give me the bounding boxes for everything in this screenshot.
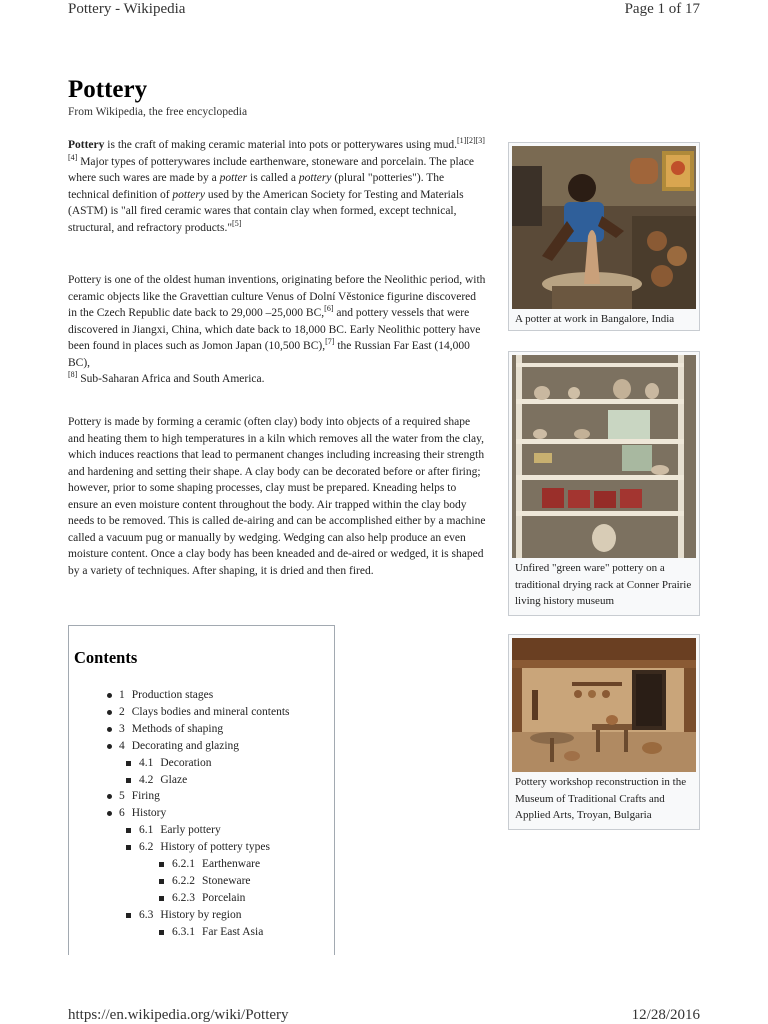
toc-subitem[interactable]: [69, 822, 334, 839]
toc-number: 5: [119, 790, 125, 803]
print-footer-url: https://en.wikipedia.org/wiki/Pottery: [68, 1007, 289, 1023]
text-run: Sub-Saharan Africa and South America.: [77, 373, 265, 385]
term-bold: Pottery: [68, 139, 105, 151]
toc-item[interactable]: [69, 687, 334, 704]
toc-list: [69, 687, 334, 941]
potter-photo[interactable]: [512, 146, 696, 309]
toc-number: 6.1: [139, 824, 154, 837]
figure-caption: A potter at work in Bangalore, India: [515, 313, 675, 325]
toc-subitem[interactable]: [69, 839, 334, 856]
toc-label: History by region: [160, 908, 242, 921]
text-run: is called a: [247, 172, 299, 184]
drying-rack-illustration: [512, 355, 696, 558]
toc-number: 6.3: [139, 908, 154, 921]
text-run: Major types of potterywares include earthenware, stoneware and porcelain. The place where such wares are made by a: [68, 155, 475, 184]
toc-number: 4: [119, 739, 125, 752]
toc-label: Decoration: [160, 756, 212, 769]
toc-subitem[interactable]: [69, 755, 334, 772]
toc-number: 4.2: [139, 773, 154, 786]
page-title: Pottery: [68, 76, 148, 103]
toc-item[interactable]: [69, 805, 334, 822]
page-subtitle: From Wikipedia, the free encyclopedia: [68, 106, 248, 118]
toc-number: 6.2.2: [172, 874, 195, 887]
print-footer-date: 12/28/2016: [631, 1007, 700, 1023]
toc-label: History: [131, 807, 167, 820]
toc-subsubitem[interactable]: [69, 924, 334, 941]
toc-number: 6.2.3: [172, 891, 195, 904]
print-header-page-number: Page 1 of 17: [624, 1, 700, 17]
text-run: used by the American Society for Testing and Materials (ASTM) is "all fired ceramic wares that contain clay when formed, except technical, structural, and refractory products.": [68, 188, 464, 234]
toc-label: Porcelain: [202, 891, 246, 904]
toc-label: Decorating and glazing: [131, 739, 240, 752]
italic-term: potter: [219, 172, 248, 184]
reference-link[interactable]: [1][2][3][4]: [68, 136, 485, 162]
italic-term: pottery: [172, 188, 205, 201]
potter-illustration: [512, 146, 696, 309]
toc-number: 1: [119, 689, 125, 701]
toc-number: 4.1: [139, 756, 154, 769]
toc-subsubitem[interactable]: [69, 890, 334, 907]
print-header-title: Pottery - Wikipedia: [68, 1, 186, 17]
toc-number: 6.2: [139, 841, 154, 854]
toc-number: 3: [119, 722, 125, 735]
toc-label: Methods of shaping: [131, 722, 224, 735]
toc-label: Early pottery: [160, 824, 221, 837]
toc-number: 6.2.1: [172, 858, 195, 871]
toc-subsubitem[interactable]: [69, 873, 334, 890]
toc-number: 2: [119, 705, 125, 718]
toc-subitem[interactable]: [69, 907, 334, 924]
toc-label: Earthenware: [202, 858, 261, 871]
text-run: and pottery vessels that were discovered in Jiangxi, China, which date back to 18,000 BC. Early Neolithic pottery have been found in places such as Jomon Japan (10,500 BC),: [68, 307, 481, 352]
toc-number: 6: [119, 807, 125, 820]
toc-item[interactable]: [69, 788, 334, 805]
toc-label: Clays bodies and mineral contents: [131, 705, 290, 718]
reference-link[interactable]: [7]: [325, 337, 335, 347]
toc-item[interactable]: [69, 721, 334, 738]
intro-paragraph: [68, 137, 486, 236]
toc-item[interactable]: [69, 738, 334, 755]
figure-drying-rack: [508, 351, 700, 616]
text-run: is the craft of making ceramic material into pots or potterywares using mud.: [104, 139, 457, 151]
toc-item[interactable]: [69, 704, 334, 721]
figure-workshop: [508, 634, 700, 830]
drying-rack-photo[interactable]: [512, 355, 696, 558]
text-run: the Russian Far East (14,000 BC),: [68, 340, 470, 369]
figure-caption: Pottery workshop reconstruction in the Museum of Traditional Crafts and Applied Arts, Troyan, Bulgaria: [515, 776, 687, 821]
toc-label: Stoneware: [202, 874, 251, 887]
toc-subsubitem[interactable]: [69, 856, 334, 873]
reference-link[interactable]: [6]: [324, 304, 334, 314]
text-run: (plural "potteries"). The technical definition of: [68, 172, 445, 201]
toc-label: Far East Asia: [202, 925, 264, 938]
reference-link[interactable]: [5]: [232, 218, 242, 228]
reference-link[interactable]: [8]: [68, 370, 78, 380]
text-run: Pottery is one of the oldest human inventions, originating before the Neolithic period, with ceramic objects like the Gravettian culture Venus of Dolní Věstonice figurine discovered in the Czech Republic date back to 29,000 –25,000 BC,: [68, 274, 486, 319]
workshop-photo[interactable]: [512, 638, 696, 772]
workshop-illustration: [512, 638, 696, 772]
toc-number: 6.3.1: [172, 925, 195, 938]
toc-label: Glaze: [160, 773, 188, 786]
table-of-contents: [68, 625, 335, 955]
toc-label: History of pottery types: [160, 841, 270, 854]
figure-potter: [508, 142, 700, 331]
italic-term: pottery: [298, 172, 332, 184]
process-paragraph: Pottery is made by forming a ceramic (often clay) body into objects of a required shape and heating them to high temperatures in a kiln which removes all the water from the clay, which induces reactions that lead to permanent changes including increasing their strength and hardening and setting their shape. A clay body can be decorated before or after firing; however, prior to some shaping processes, clay must be prepared. Kneading helps to ensure an even moisture content throughout the body. Air trapped within the clay body needs to be removed. This is called de-airing and can be accomplished either by a machine called a vacuum pug or manually by wedging. Wedging can also help produce an even moisture content. Once a clay body has been kneaded and de-aired or wedged, it is shaped by a variety of techniques. After shaping, it is dried and then fired.: [68, 416, 486, 577]
toc-label: Firing: [131, 790, 160, 803]
toc-title: Contents: [74, 648, 138, 667]
history-paragraph: [68, 272, 486, 388]
toc-label: Production stages: [131, 689, 214, 701]
toc-subitem[interactable]: [69, 772, 334, 789]
figure-caption: Unfired "green ware" pottery on a traditional drying rack at Conner Prairie living history museum: [515, 562, 692, 607]
